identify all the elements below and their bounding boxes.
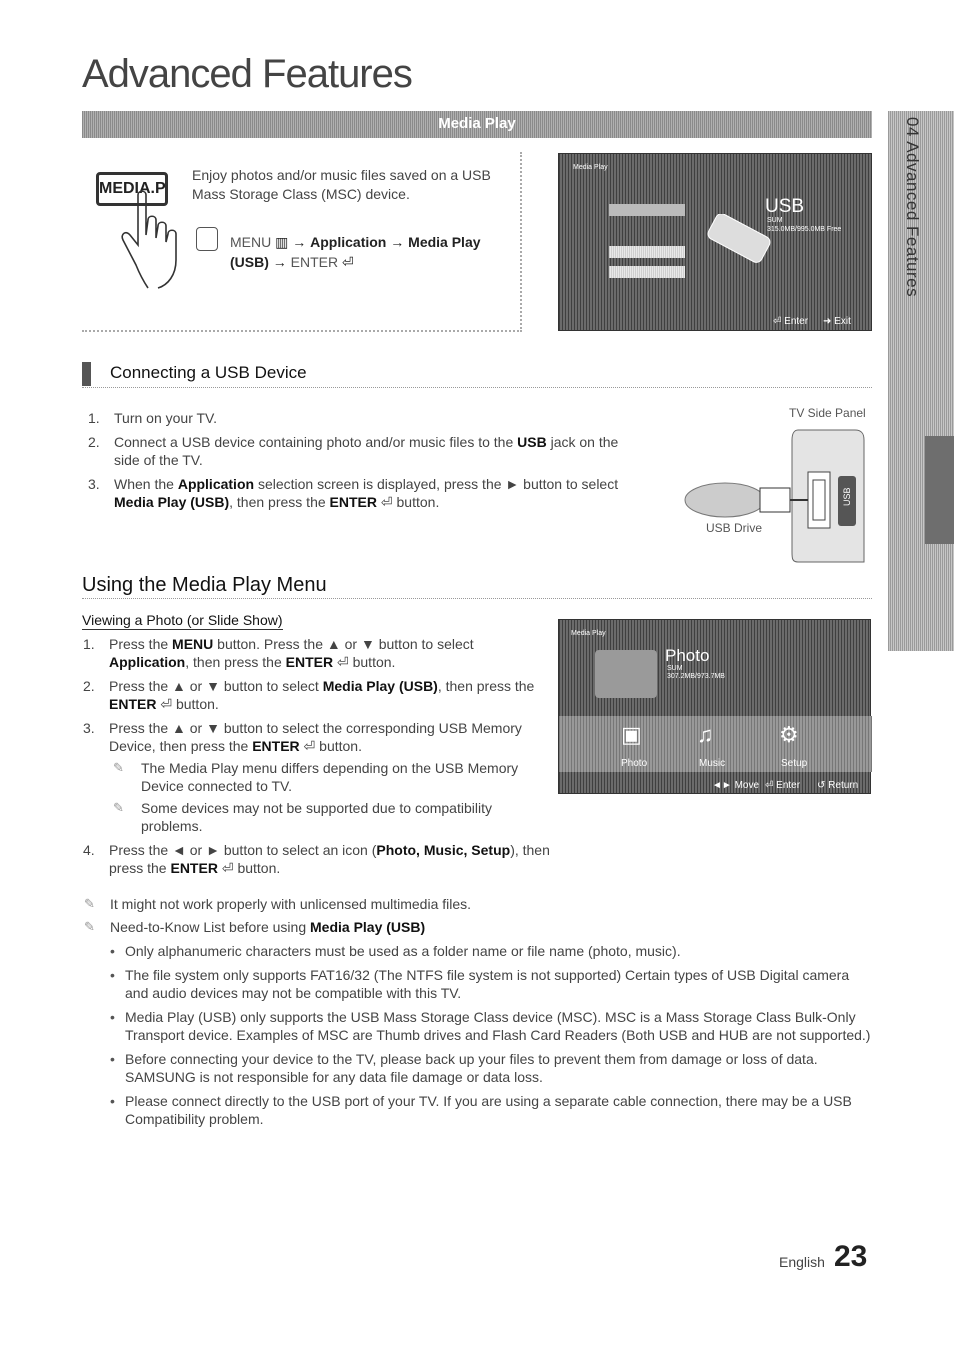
usb-screen-image	[558, 153, 872, 331]
photo-screen-enter: ⏎ Enter	[765, 780, 801, 791]
list-item: 2. Press the ▲ or ▼ button to select Media Play (USB), then press the ENTER ⏎ button.	[83, 678, 535, 712]
list-item: • Before connecting your device to the TV, please back up your files to prevent them from damage or loss of data. SAMSUNG is not responsible for any data file damage or data loss.	[108, 1050, 872, 1086]
photo-screen-move: ◄► Move	[712, 780, 760, 791]
usb-screen-size: 315.0MB/995.0MB Free	[767, 226, 842, 233]
photo-icon: ▣	[621, 722, 642, 747]
note: ✎ Some devices may not be supported due to compatibility problems.	[113, 800, 492, 834]
need-to-know-list	[82, 942, 872, 1128]
usb-screen-menu-bar	[609, 246, 685, 258]
usb-screen-sub: SUM	[767, 217, 783, 224]
note: ✎ Need-to-Know List before using Media Play (USB)	[84, 919, 426, 935]
viewing-steps	[82, 635, 552, 883]
divider	[82, 598, 872, 599]
connecting-heading: Connecting a USB Device	[110, 363, 307, 382]
camera-icon	[595, 650, 657, 698]
note-pencil-icon: ✎	[113, 760, 124, 775]
list-item: 3. When the Application selection screen is displayed, press the ► button to select Media Play (USB), then press the ENTER ⏎ button.	[88, 476, 619, 510]
menu-path-application: Application	[310, 234, 387, 250]
usb-screen-title: USB	[765, 196, 805, 217]
photo-screen-return: ↺ Return	[817, 780, 859, 791]
list-item: 1. Press the MENU button. Press the ▲ or ▼ button to select Application, then press the ENTER ⏎ button.	[83, 636, 474, 670]
usb-screen-menu-bar	[609, 204, 685, 216]
connecting-steps	[82, 409, 642, 517]
usb-screen-enter: ⏎ Enter	[773, 316, 809, 327]
using-heading: Using the Media Play Menu	[82, 574, 327, 596]
list-item: • Media Play (USB) only supports the USB Mass Storage Class device (MSC). MSC is a Mass Storage Class Bulk-Only Transport device. Examples of MSC are Thumb drives and Flash Card Readers (Both USB and HUB are not supported.)	[108, 1008, 872, 1044]
music-icon-label: Music	[699, 758, 726, 769]
section-marker	[82, 362, 91, 386]
enter-icon: ⏎	[221, 860, 234, 876]
chapter-side-tab-label: 04 Advanced Features	[903, 117, 922, 298]
page-title: Advanced Features	[82, 52, 412, 96]
menu-path-media-play: Media Play (USB)	[230, 234, 481, 270]
chapter-side-tab-marker	[925, 436, 954, 544]
menu-path-menu: MENU	[230, 234, 272, 250]
note: ✎ It might not work properly with unlicensed multimedia files.	[84, 896, 472, 912]
enter-icon: ⏎	[380, 494, 393, 510]
enter-icon: ⏎	[160, 696, 173, 712]
menu-path-enter: ENTER	[290, 254, 339, 270]
pressing-hand-icon	[118, 190, 188, 290]
page-number: 23	[834, 1240, 868, 1273]
list-item: • Please connect directly to the USB port of your TV. If you are using a separate cable connection, there may be a USB Compatibility problem.	[108, 1092, 872, 1128]
music-icon: ♫	[697, 722, 714, 747]
enter-icon: ⏎	[342, 254, 354, 270]
enter-icon: ⏎	[303, 738, 316, 754]
divider	[82, 387, 872, 388]
enter-icon: ⏎	[336, 654, 349, 670]
list-item: 2. Connect a USB device containing photo and/or music files to the USB jack on the side of the TV.	[88, 434, 619, 468]
list-item: 4. Press the ◄ or ► button to select an icon (Photo, Music, Setup), then press the ENTER ⏎ button.	[83, 842, 550, 876]
usb-screen-menu-bar	[609, 266, 685, 278]
usb-screen-header: Media Play	[573, 164, 608, 171]
photo-screen-image	[558, 619, 871, 794]
list-item: 1. Turn on your TV.	[88, 410, 217, 426]
notes-block	[82, 895, 872, 1134]
photo-screen-size: 307.2MB/973.7MB	[667, 673, 725, 680]
chapter-side-tab	[888, 111, 954, 651]
setup-icon: ⚙	[779, 722, 799, 747]
note: ✎ The Media Play menu differs depending on the USB Memory Device connected to TV.	[113, 760, 519, 794]
usb-connection-illustration	[680, 428, 865, 566]
note-pencil-icon: ✎	[84, 896, 95, 911]
list-item: • The file system only supports FAT16/32 (The NTFS file system is not supported) Certain types of USB Digital camera and audio devices may not be compatible with this TV.	[108, 966, 872, 1002]
photo-screen-header: Media Play	[571, 630, 606, 637]
list-item: 3. Press the ▲ or ▼ button to select the corresponding USB Memory Device, then press the ENTER ⏎ button. ✎ The Media Play menu differs depending on the USB Memory Device connected to TV. ✎ Some devices may not be supported due to compatibility problems.	[82, 719, 552, 835]
photo-icon-label: Photo	[621, 758, 648, 769]
section-band-label: Media Play	[438, 115, 516, 132]
usb-drive-label: USB Drive	[706, 521, 763, 535]
note-pencil-icon: ✎	[84, 919, 95, 934]
photo-screen-title: Photo	[665, 646, 710, 665]
usb-port-label: USB	[842, 487, 852, 506]
setup-icon-label: Setup	[781, 758, 808, 769]
section-band	[82, 111, 872, 138]
menu-path: MENU ▥ → Application → Media Play (USB) → ENTER ⏎	[230, 234, 481, 270]
footer-language: English	[779, 1254, 825, 1270]
list-item: • Only alphanumeric characters must be used as a folder name or file name (photo, music).	[108, 942, 872, 960]
photo-screen-sub: SUM	[667, 665, 683, 672]
menu-icon: ▥	[275, 234, 289, 250]
remote-control-icon	[196, 227, 218, 251]
usb-screen-exit: ➜ Exit	[823, 316, 851, 327]
tv-side-panel-label: TV Side Panel	[789, 406, 866, 420]
note-pencil-icon: ✎	[113, 800, 124, 815]
intro-description: Enjoy photos and/or music files saved on a USB Mass Storage Class (MSC) device.	[192, 167, 491, 202]
viewing-subheading: Viewing a Photo (or Slide Show)	[82, 612, 283, 628]
media-p-button-icon: MEDIA.P	[96, 172, 168, 206]
